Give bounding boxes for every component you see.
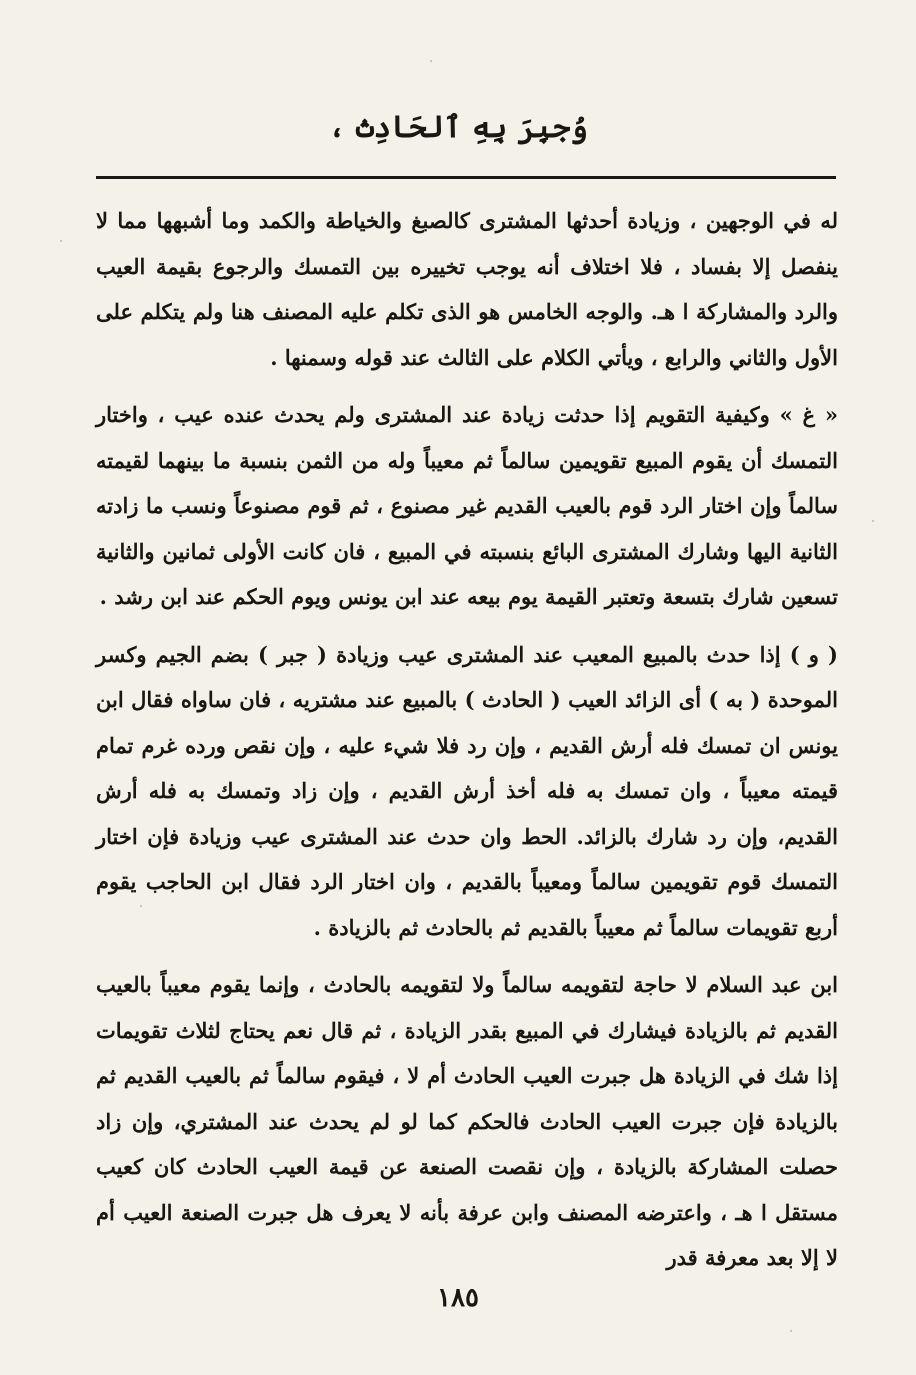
paper-speck [60, 240, 62, 242]
header-rule [96, 176, 836, 179]
paragraph-3: ( و ) إذا حدث بالمبيع المعيب عند المشترى عيب وزيادة ( جبر ) بضم الجيم وكسر الموحدة ( به ) أى الزائد العيب ( الحادث ) بالمبيع عند مشتريه ، فان ساواه فقال ابن يونس ان تمسك فله أرش القديم ، وإن رد فلا شيء عليه ، وإن نقص ورده غرم تمام قيمته معيباً ، وان تمسك به فله أخذ أرش القديم ، وإن زاد وتمسك به فله أرش القديم، وإن رد شارك بالزائد. الحط وان حدث عند المشترى عيب وزيادة فإن اختار التمسك قوم تقويمين سالماً ومعيباً بالقديم ، وان اختار الرد فقال ابن الحاجب يقوم أربع تقويمات سالماً ثم معيباً بالقديم ثم بالحادث ثم بالزيادة . [96, 641, 838, 940]
paragraph-4: ابن عبد السلام لا حاجة لتقويمه سالماً ولا لتقويمه بالحادث ، وإنما يقوم معيباً بالعيب القديم ثم بالزيادة فيشارك في المبيع بقدر الزيادة ، ثم قال نعم يحتاج لثلاث تقويمات إذا شك في الزيادة هل جبرت العيب الحادث أم لا ، فيقوم سالماً ثم بالعيب القديم ثم بالزيادة فإن جبرت العيب الحادث فالحكم كما لو لم يحدث عند المشتري، وإن زاد حصلت المشاركة بالزيادة ، وإن نقصت الصنعة عن قيمة العيب الحادث كان كعيب مستقل ا هـ ، واعترضه المصنف وابن عرفة بأنه لا يعرف هل جبرت الصنعة العيب أم لا إلا بعد معرفة قدر [96, 972, 838, 1270]
page-number: ١٨٥ [437, 1283, 479, 1313]
paper-speck [140, 905, 142, 907]
paper-speck [430, 60, 432, 62]
paper-speck [872, 520, 874, 522]
body-text [96, 198, 838, 1281]
paragraph-1: له في الوجهين ، وزيادة أحدثها المشترى كالصبغ والخياطة والكمد وما أشبهها مما لا ينفصل إلا بفساد ، فلا اختلاف أنه يوجب تخييره بين التمسك والرجوع بقيمة العيب والرد والمشاركة ا هـ. والوجه الخامس هو الذى تكلم عليه المصنف هنا ولم يتكلم على الأول والثاني والرابع ، ويأتي الكلام على الثالث عند قوله وسمنها . [96, 208, 839, 370]
running-title: وُجبِرَ بِهِ ٱلحَادِث ، [328, 110, 588, 145]
paper-speck [790, 1330, 792, 1332]
paragraph-2: « غ » وكيفية التقويم إذا حدثت زيادة عند المشترى ولم يحدث عنده عيب ، واختار التمسك أن يقوم المبيع تقويمين سالماً ثم معيباً وله من الثمن بنسبة ما بينهما لقيمته سالماً وإن اختار الرد قوم بالعيب القديم غير مصنوع ، ثم قوم مصنوعاً ونسب ما زادته الثانية اليها وشارك المشترى البائع بنسبته في المبيع ، فان كانت الأولى ثمانين والثانية تسعين شارك بتسعة وتعتبر القيمة يوم بيعه عند ابن يونس ويوم الحكم عند ابن رشد . [96, 402, 838, 609]
